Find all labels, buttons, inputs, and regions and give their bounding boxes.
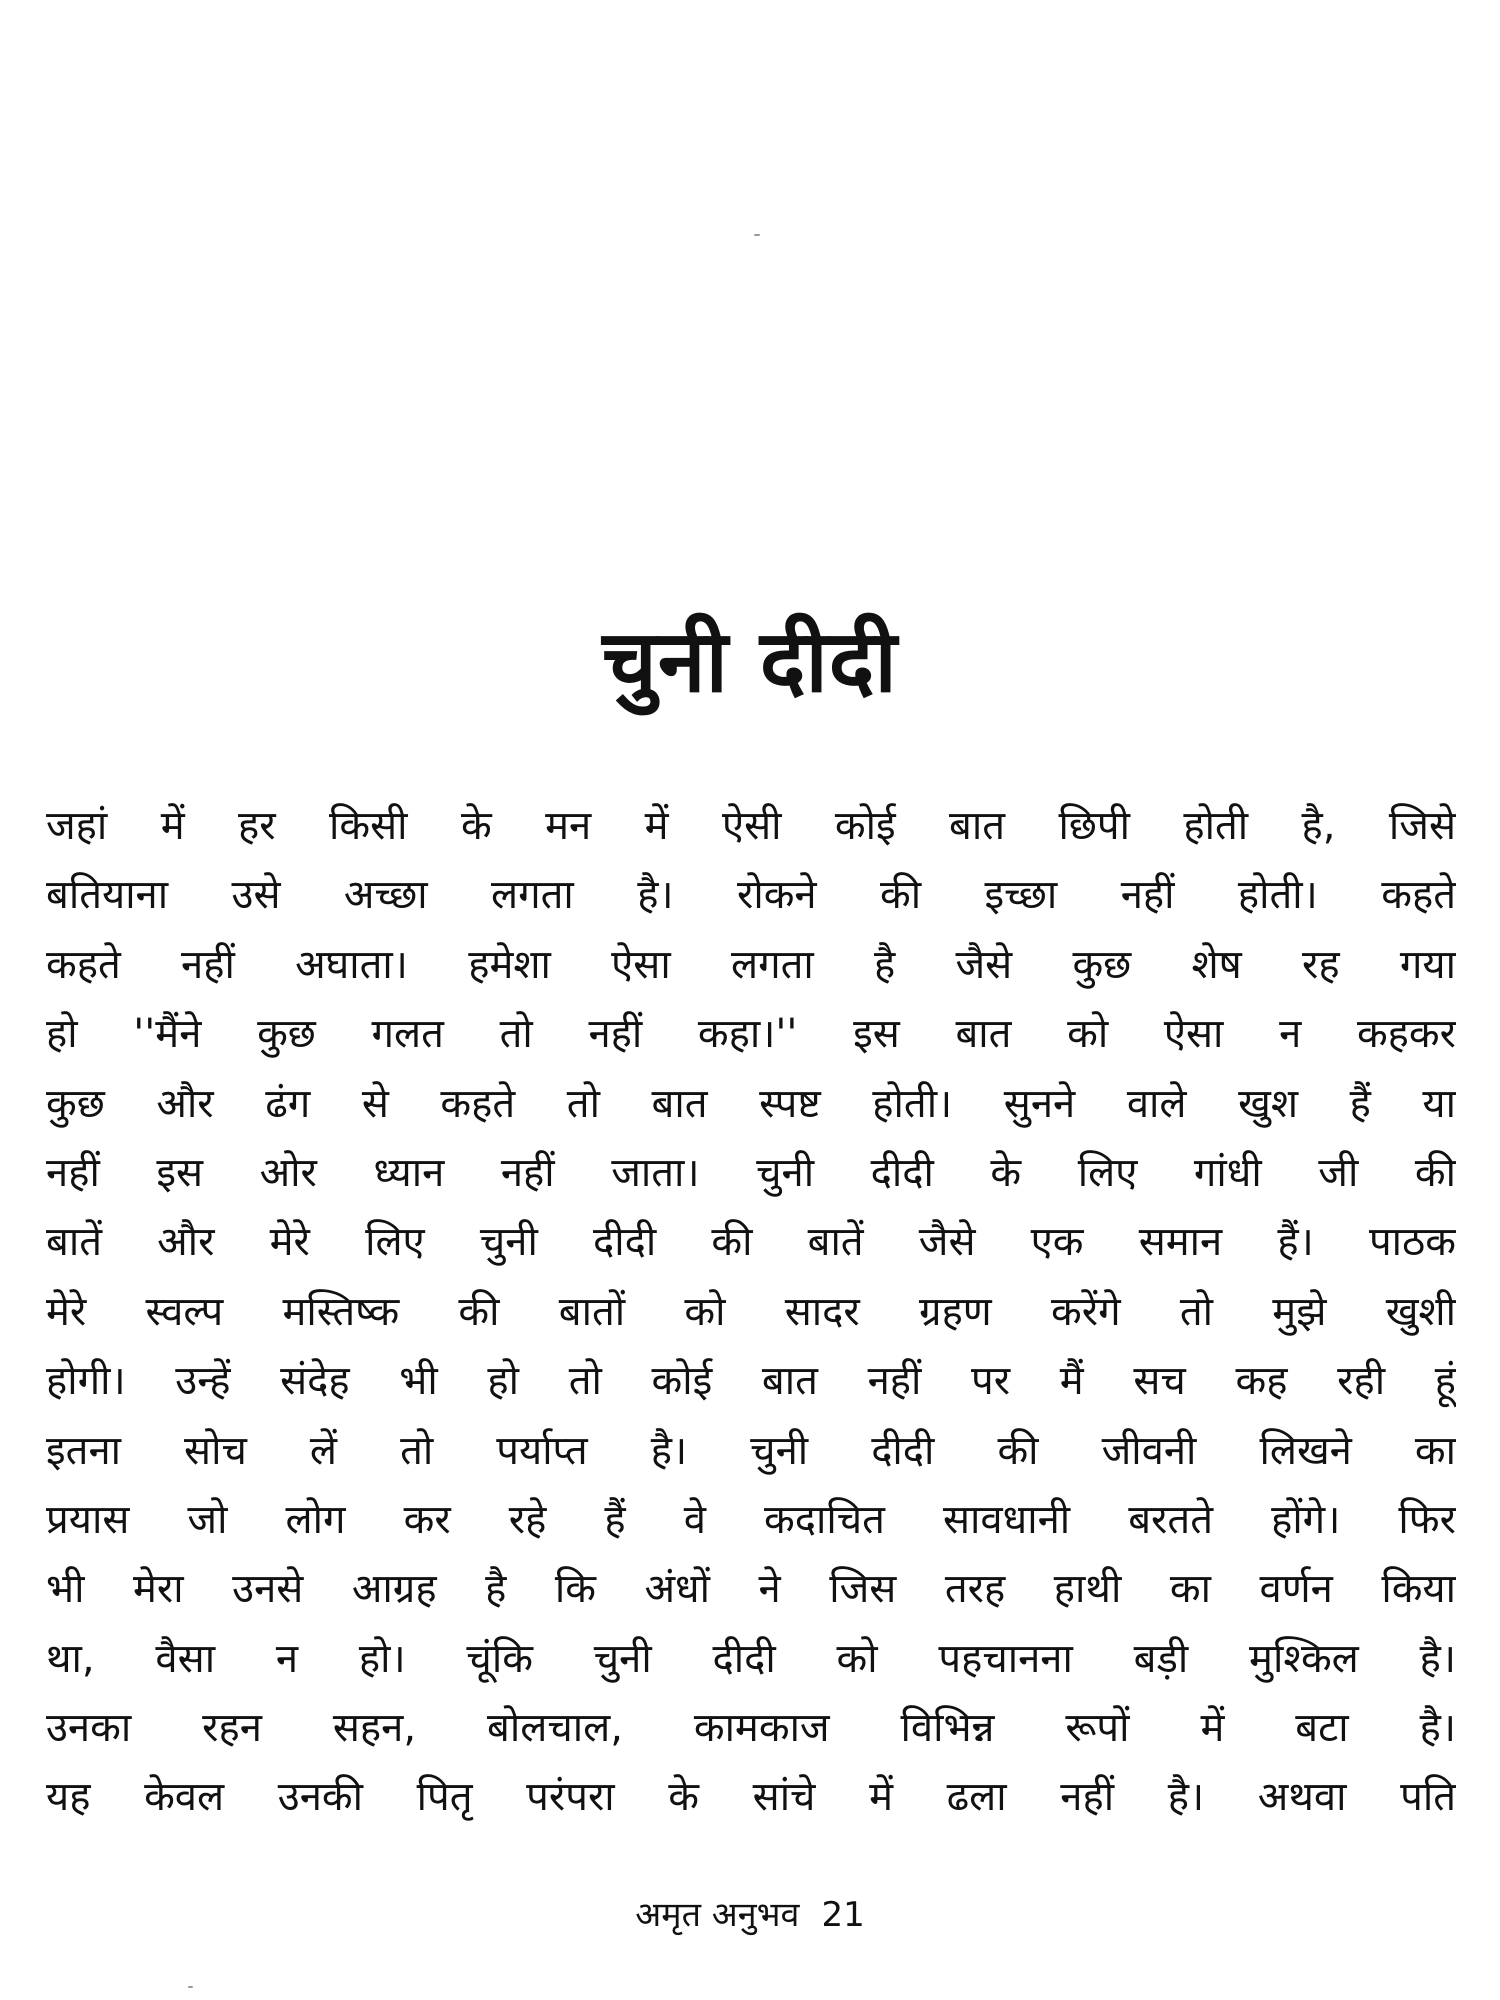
scan-speck — [754, 234, 760, 236]
text-line: बातें और मेरे लिए चुनी दीदी की बातें जैसे एक समान हैं। पाठक — [46, 1219, 1456, 1266]
text-line: होगी। उन्हें संदेह भी हो तो कोई बात नहीं पर मैं सच कह रही हूं — [46, 1358, 1456, 1405]
text-line: इतना सोच लें तो पर्याप्त है। चुनी दीदी की जीवनी लिखने का — [46, 1427, 1456, 1474]
text-line: भी मेरा उनसे आग्रह है कि अंधों ने जिस तरह हाथी का वर्णन किया — [46, 1566, 1456, 1613]
running-book-title: अमृत अनुभव — [635, 1895, 800, 1935]
chapter-title: चुनी दीदी — [602, 612, 898, 712]
text-line: कहते नहीं अघाता। हमेशा ऐसा लगता है जैसे कुछ शेष रह गया — [46, 941, 1456, 988]
text-line: यह केवल उनकी पितृ परंपरा के सांचे में ढला नहीं है। अथवा पति — [46, 1774, 1456, 1821]
scan-speck — [188, 1986, 193, 1988]
page-footer — [0, 1890, 1500, 1940]
text-line: कुछ और ढंग से कहते तो बात स्पष्ट होती। सुनने वाले खुश हैं या — [46, 1080, 1456, 1127]
body-paragraph — [46, 792, 1456, 1833]
text-line: मेरे स्वल्प मस्तिष्क की बातों को सादर ग्रहण करेंगे तो मुझे खुशी — [46, 1288, 1456, 1335]
text-line: नहीं इस ओर ध्यान नहीं जाता। चुनी दीदी के लिए गांधी जी की — [46, 1149, 1456, 1196]
page-number: 21 — [821, 1895, 865, 1935]
text-line: उनका रहन सहन, बोलचाल, कामकाज विभिन्न रूपों में बटा है। — [46, 1705, 1456, 1752]
text-line: जहां में हर किसी के मन में ऐसी कोई बात छिपी होती है, जिसे — [46, 803, 1456, 849]
text-line: प्रयास जो लोग कर रहे हैं वे कदाचित सावधानी बरतते होंगे। फिर — [46, 1496, 1456, 1543]
text-line: था, वैसा न हो। चूंकि चुनी दीदी को पहचानना बड़ी मुश्किल है। — [46, 1635, 1456, 1682]
text-line: बतियाना उसे अच्छा लगता है। रोकने की इच्छा नहीं होती। कहते — [46, 872, 1456, 919]
text-line: हो ''मैंने कुछ गलत तो नहीं कहा।'' इस बात को ऐसा न कहकर — [46, 1011, 1456, 1058]
